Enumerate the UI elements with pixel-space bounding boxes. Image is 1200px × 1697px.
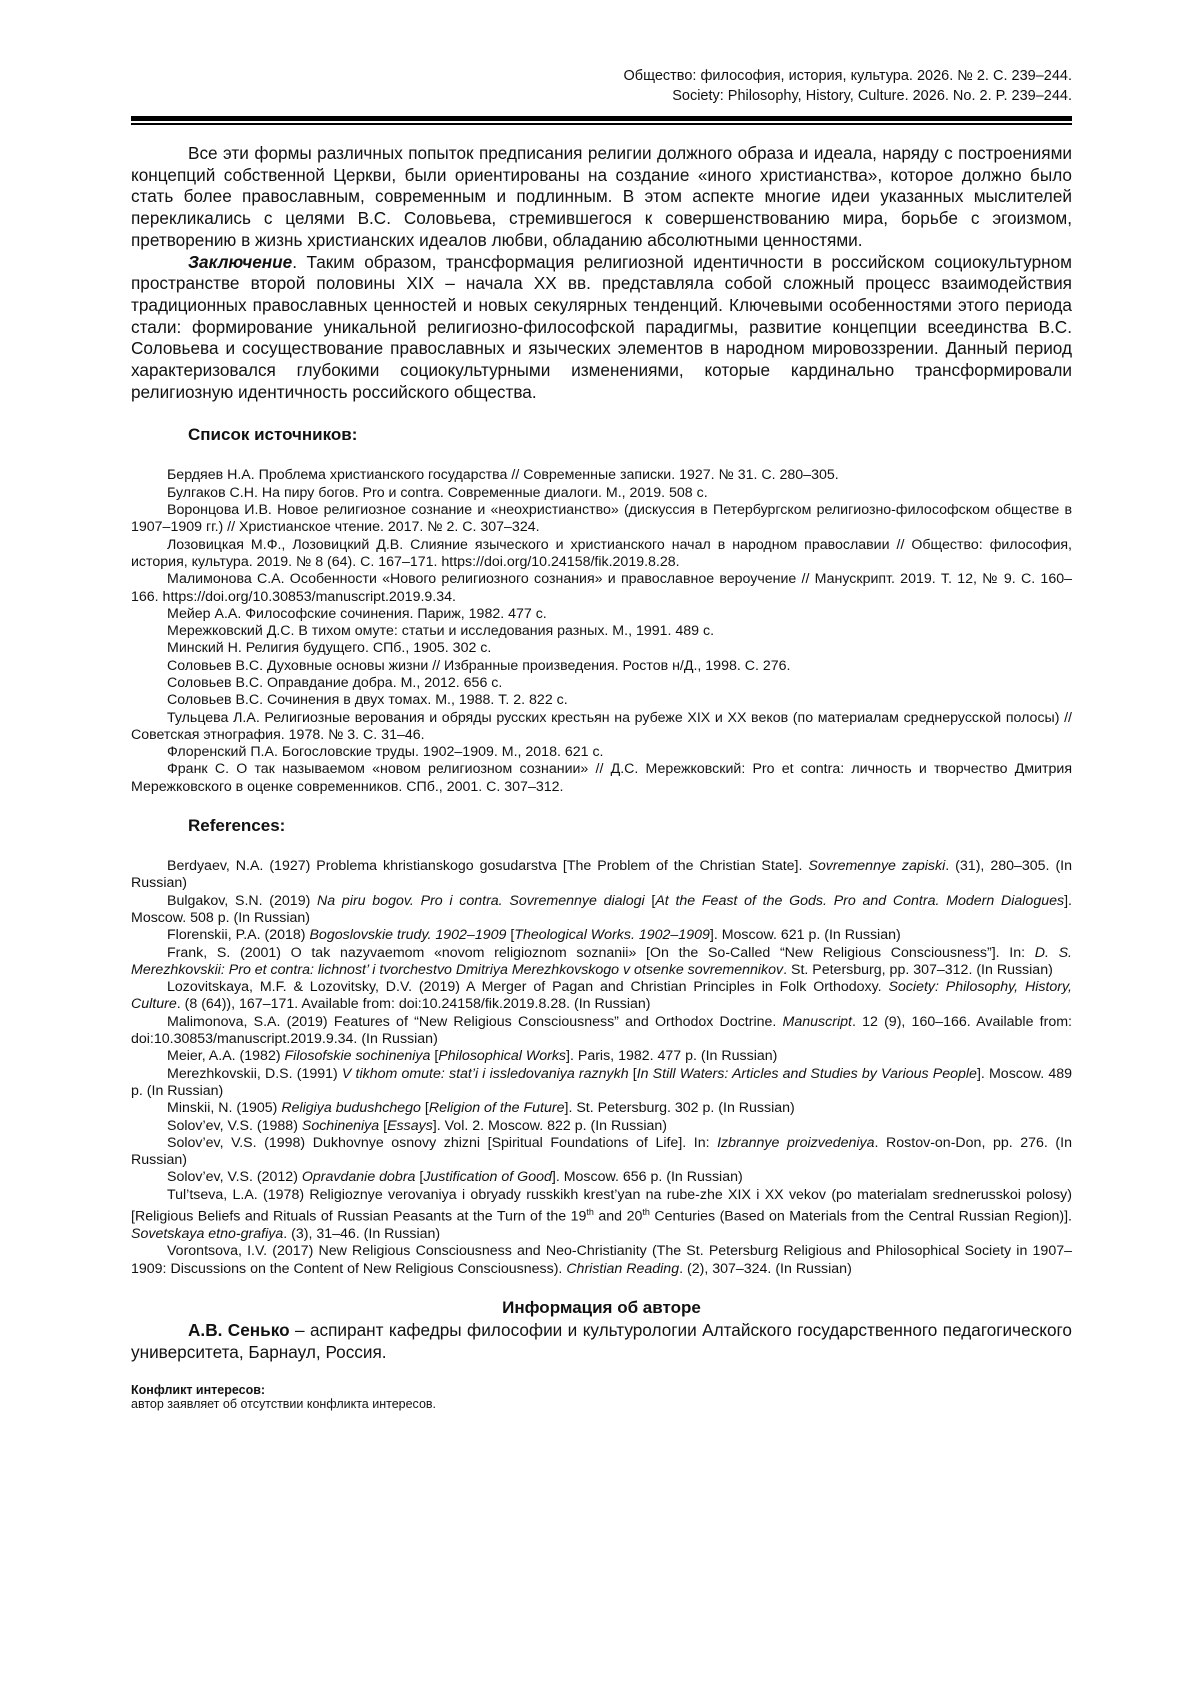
- source-item: Бердяев Н.А. Проблема христианского государства // Современные записки. 1927. № 31. С. 280–305.: [167, 467, 839, 484]
- source-item: Тульцева Л.А. Религиозные верования и обряды русских крестьян на рубеже XIX и XX веков (по материалам среднерусской полосы) // Советская этнография. 1978. № 3. С. 31–46.: [131, 709, 1072, 743]
- reference-segment: Solov’ev, V.S. (1998) Dukhovnye osnovy zhizni [Spiritual Foundations of Life]. In:: [167, 1134, 718, 1151]
- reference-segment: Berdyaev, N.A. (1927) Problema khristianskogo gosudarstva [The Problem of the Christian State].: [167, 858, 809, 875]
- reference-segment: Bulgakov, S.N. (2019): [167, 892, 318, 909]
- author-description: – аспирант кафедры философии и культурологии Алтайского государственного педагогического университета, Барнаул, Россия.: [131, 1319, 1072, 1362]
- source-item: Булгаков С.Н. На пиру богов. Pro и contra. Современные диалоги. М., 2019. 508 с.: [167, 484, 708, 501]
- reference-segment: Sochineniya: [301, 1117, 380, 1134]
- reference-segment: In Still Waters: Articles and Studies by Various People: [636, 1065, 977, 1082]
- reference-segment: . Rostov-on-Don, pp. 276. (In Russian): [131, 1134, 1072, 1169]
- reference-segment: Sovetskaya etno-grafiya: [131, 1226, 284, 1243]
- reference-segment: Na piru bogov. Pro i contra. Sovremennye dialogi: [317, 892, 645, 909]
- reference-segment: D. S. Merezhkovskii: Pro et contra: lichnost’ i tvorchestvo Dmitriya Merezhkovskogo v otsenke sovremennikov: [131, 944, 1072, 978]
- reference-segment: Merezhkovskii, D.S. (1991): [167, 1065, 342, 1082]
- reference-segment: Lozovitskaya, M.F. & Lozovitsky, D.V. (2019) A Merger of Pagan and Christian Principles in Folk Orthodoxy.: [167, 979, 889, 996]
- author-info-heading: Информация об авторе: [502, 1297, 701, 1317]
- reference-segment: Theological Works. 1902–1909: [514, 927, 710, 944]
- source-item: Соловьев В.С. Духовные основы жизни // Избранные произведения. Ростов н/Д., 1998. С. 276.: [167, 657, 791, 674]
- reference-segment: ]. Moscow. 621 p. (In Russian): [709, 927, 901, 944]
- source-item: Воронцова И.В. Новое религиозное сознание и «неохристианство» (дискуссия в Петербургском религиозно-философском обществе в 1907–1909 гг.) // Христианское чтение. 2017. № 2. С. 307–324.: [131, 502, 1072, 536]
- header-rule: [131, 116, 1072, 121]
- source-item: Малимонова С.А. Особенности «Нового религиозного сознания» и православное вероучение // Манускрипт. 2019. Т. 12, № 9. С. 160–166. https://doi.org/10.30853/manuscript.2019.9.34.: [131, 571, 1072, 605]
- reference-item: [131, 1169, 1072, 1186]
- conclusion-label: Заключение: [188, 251, 293, 272]
- reference-segment: Izbrannye proizvedeniya: [717, 1134, 875, 1151]
- reference-segment: . (2), 307–324. (In Russian): [679, 1260, 852, 1277]
- reference-segment: and 20: [593, 1208, 643, 1225]
- reference-segment: ]. Moscow. 656 p. (In Russian): [551, 1169, 743, 1186]
- header-line-ru: Общество: философия, история, культура. 2026. № 2. С. 239–244.: [623, 68, 1072, 84]
- source-item: Лозовицкая М.Ф., Лозовицкий Д.В. Слияние языческого и христианского начал в народном православии // Общество: философия, история, культура. 2019. № 8 (64). С. 167–171. https://doi.org/10.24158/fik.2019.8.28.: [131, 536, 1072, 570]
- reference-segment: . St. Petersburg, pp. 307–312. (In Russian): [783, 961, 1053, 978]
- reference-segment: [: [644, 892, 656, 909]
- references-heading: References:: [188, 816, 286, 836]
- reference-segment: Filosofskie sochineniya: [284, 1048, 431, 1065]
- reference-item: [131, 1048, 1072, 1065]
- header-line-en: Society: Philosophy, History, Culture. 2026. No. 2. P. 239–244.: [672, 88, 1072, 104]
- reference-segment: ]. St. Petersburg. 302 p. (In Russian): [564, 1100, 795, 1117]
- reference-segment: Minskii, N. (1905): [167, 1100, 282, 1117]
- source-item: Франк С. О так называемом «новом религиозном сознании» // Д.С. Мережковский: Pro et contra: личность и творчество Дмитрия Мережковского в оценке современников. СПб., 2001. С. 307–312.: [131, 761, 1072, 795]
- reference-item: [131, 979, 1072, 1014]
- reference-segment: Solov’ev, V.S. (2012): [167, 1169, 302, 1186]
- conclusion-paragraph: [131, 252, 1072, 404]
- reference-segment: Bogoslovskie trudy. 1902–1909: [309, 927, 507, 944]
- reference-segment: Religiya budushchego: [281, 1100, 421, 1117]
- reference-segment: Centuries (Based on Materials from the Central Russian Region)].: [649, 1208, 1072, 1225]
- reference-segment: Religion of the Future: [428, 1100, 565, 1117]
- reference-segment: Meier, A.A. (1982): [167, 1048, 285, 1065]
- reference-segment: ]. Vol. 2. Moscow. 822 p. (In Russian): [432, 1117, 668, 1134]
- reference-segment: [: [430, 1048, 439, 1065]
- reference-segment: Solov’ev, V.S. (1988): [167, 1117, 302, 1134]
- reference-segment: Opravdanie dobra: [301, 1169, 416, 1186]
- reference-item: [131, 1100, 1072, 1117]
- source-item: Мейер А.А. Философские сочинения. Париж, 1982. 477 с.: [167, 605, 547, 622]
- reference-segment: Sovremennye zapiski: [808, 858, 946, 875]
- reference-item: [131, 858, 1072, 893]
- reference-segment: Justification of Good: [423, 1169, 552, 1186]
- reference-segment: ]. Moscow. 508 p. (In Russian): [131, 892, 1072, 926]
- reference-segment: Malimonova, S.A. (2019) Features of “New Religious Consciousness” and Orthodox Doctrine.: [167, 1013, 783, 1030]
- reference-segment: Essays: [387, 1117, 433, 1134]
- source-item: Минский Н. Религия будущего. СПб., 1905. 302 с.: [167, 640, 492, 657]
- body-paragraph: Все эти формы различных попыток предписания религии должного образа и идеала, наряду с построениями концепций собственной Церкви, были ориентированы на создание «иного христианства», которое должно было стать более православным, современным и подлинным. В этом аспекте многие идеи указанных мыслителей перекликались с целями В.С. Соловьева, стремившегося к совершенствованию мира, борьбе с эгоизмом, претворению в жизнь христианских идеалов любви, обладанию абсолютными ценностями.: [131, 143, 1072, 250]
- reference-segment: . (8 (64)), 167–171. Available from: doi:10.24158/fik.2019.8.28. (In Russian): [176, 996, 651, 1013]
- reference-segment: Society: Philosophy, History, Culture: [131, 979, 1072, 1013]
- reference-item: [131, 1118, 1072, 1135]
- source-item: Мережковский Д.С. В тихом омуте: статьи и исследования разных. М., 1991. 489 с.: [167, 623, 715, 640]
- reference-item: [131, 1014, 1072, 1049]
- reference-segment: Christian Reading: [566, 1260, 680, 1277]
- reference-segment: Tul’tseva, L.A. (1978) Religioznye verovaniya i obryady russkikh krest’yan na rube-zhe XIX i XX vekov (po materialam srednerusskoi polosy) [Religious Beliefs and Rituals of Russian Peasants at the Turn of the 19: [131, 1186, 1072, 1225]
- reference-segment: . 12 (9), 160–166. Available from: doi:10.30853/manuscript.2019.9.34. (In Russian): [131, 1013, 1072, 1048]
- reference-item: [131, 1066, 1072, 1101]
- reference-item: [131, 945, 1072, 980]
- reference-segment: Philosophical Works: [438, 1048, 567, 1065]
- reference-segment: [: [506, 927, 515, 944]
- conflict-text: автор заявляет об отсутствии конфликта интересов.: [131, 1397, 437, 1412]
- reference-segment: Frank, S. (2001) O tak nazyvaemom «novom religioznom soznanii» [On the So-Called “New Religious Consciousness”]. In:: [167, 944, 1035, 961]
- reference-segment: Vorontsova, I.V. (2017) New Religious Consciousness and Neo-Christianity (The St. Petersburg Religious and Philosophical Society in 1907–1909: Discussions on the Content of New Religious Consciousness).: [131, 1243, 1072, 1277]
- conflict-heading: Конфликт интересов:: [131, 1383, 266, 1398]
- reference-segment: ]. Moscow. 489 p. (In Russian): [131, 1065, 1073, 1099]
- reference-segment: Florenskii, P.A. (2018): [167, 927, 310, 944]
- reference-segment: [: [628, 1065, 637, 1082]
- reference-segment: At the Feast of the Gods. Pro and Contra. Modern Dialogues: [655, 892, 1065, 909]
- reference-item: [131, 1135, 1072, 1170]
- sources-list: [131, 467, 1072, 796]
- reference-item: [131, 1187, 1072, 1244]
- reference-item: [131, 1243, 1072, 1278]
- reference-segment: . (3), 31–46. (In Russian): [283, 1226, 441, 1243]
- source-item: Флоренский П.А. Богословские труды. 1902–1909. М., 2018. 621 с.: [167, 744, 604, 761]
- reference-segment: th: [586, 1207, 594, 1218]
- header-rule-thin: [131, 123, 1072, 125]
- reference-segment: . (31), 280–305. (In Russian): [131, 858, 1073, 892]
- source-item: Соловьев В.С. Оправдание добра. М., 2012. 656 с.: [167, 675, 503, 691]
- reference-segment: [: [420, 1100, 429, 1117]
- conclusion-text: . Таким образом, трансформация религиозной идентичности в российском социокультурном пространстве второй половины XIX – начала XX вв. представляла собой сложный процесс взаимодействия традиционных православных ценностей и новых секулярных тенденций. Ключевыми особенностями этого периода стали: формирование уникальной религиозно-философской парадигмы, развитие концепции всеединства В.С. Соловьева и сосуществование православных и языческих элементов в народном мировоззрении. Данный период характеризовался глубокими социокультурными изменениями, которые кардинально трансформировали религиозную идентичность российского общества.: [131, 251, 1072, 402]
- reference-segment: [: [415, 1169, 424, 1186]
- sources-heading: Список источников:: [188, 425, 358, 445]
- reference-item: [131, 927, 1072, 944]
- reference-segment: [: [379, 1117, 388, 1134]
- author-info: [131, 1320, 1072, 1363]
- reference-item: [131, 893, 1072, 928]
- author-name: А.В. Сенько: [188, 1319, 290, 1340]
- source-item: Соловьев В.С. Сочинения в двух томах. М., 1988. Т. 2. 822 с.: [167, 692, 568, 709]
- reference-segment: ]. Paris, 1982. 477 p. (In Russian): [566, 1048, 778, 1065]
- reference-segment: Manuscript: [782, 1013, 852, 1030]
- page-content: [131, 143, 1072, 1411]
- journal-header: [624, 66, 1073, 106]
- references-list: [131, 858, 1072, 1278]
- reference-segment: th: [642, 1207, 650, 1218]
- reference-segment: V tikhom omute: stat’i i issledovaniya raznykh: [341, 1065, 629, 1082]
